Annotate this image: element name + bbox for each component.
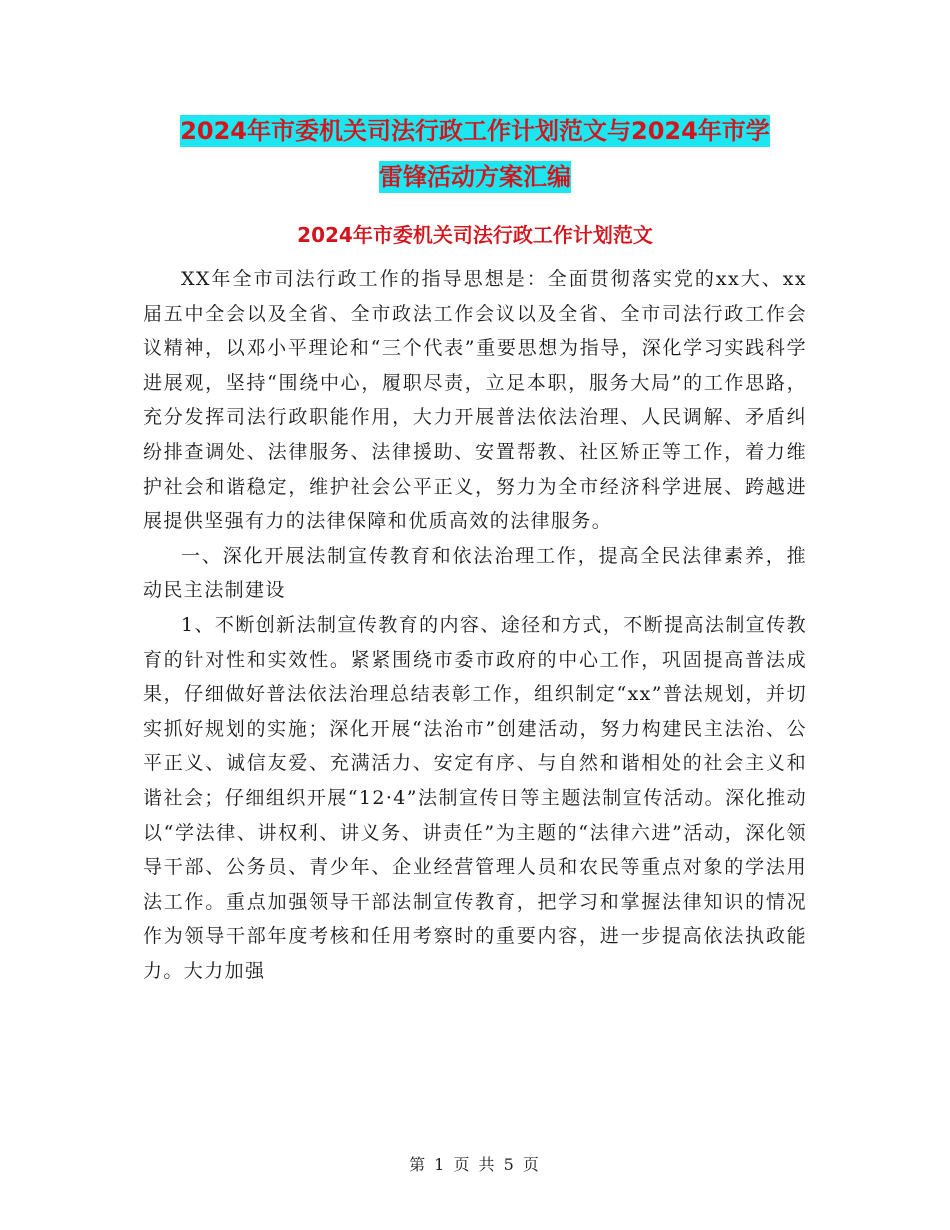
section-subtitle: 2024年市委机关司法行政工作计划范文 [297,223,653,247]
body-text [143,262,807,988]
paragraph: XX年全市司法行政工作的指导思想是：全面贯彻落实党的xx大、xx届五中全会以及全省、全市政法工作会议以及全省、全市司法行政工作会议精神，以邓小平理论和“三个代表”重要思想为指导，深化学习实践科学进展观，坚持“围绕中心，履职尽责，立足本职，服务大局”的工作思路，充分发挥司法行政职能作用，大力开展普法依法治理、人民调解、矛盾纠纷排查调处、法律服务、法律援助、安置帮教、社区矫正等工作，着力维护社会和谐稳定，维护社会公平正义，努力为全市经济科学进展、跨越进展提供坚强有力的法律保障和优质高效的法律服务。 [143,268,807,533]
document-title [140,108,810,200]
paragraph: 一、深化开展法制宣传教育和依法治理工作，提高全民法律素养，推动民主法制建设 [143,544,807,602]
title-line-2: 雷锋活动方案汇编 [379,163,571,191]
paragraph: 1、不断创新法制宣传教育的内容、途径和方式，不断提高法制宣传教育的针对性和实效性。紧紧围绕市委市政府的中心工作，巩固提高普法成果，仔细做好普法依法治理总结表彰工作，组织制定“xx”普法规划，并切实抓好规划的实施；深化开展“法治市”创建活动，努力构建民主法治、公平正义、诚信友爱、充满活力、安定有序、与自然和谐相处的社会主义和谐社会；仔细组织开展“12·4”法制宣传日等主题法制宣传活动。深化推动以“学法律、讲权利、讲义务、讲责任”为主题的“法律六进”活动，深化领导干部、公务员、青少年、企业经营管理人员和农民等重点对象的学法用法工作。重点加强领导干部法制宣传教育，把学习和掌握法律知识的情况作为领导干部年度考核和任用考察时的重要内容，进一步提高依法执政能力。大力加强 [143,613,807,982]
page-number-footer: 第 1 页 共 5 页 [409,1155,541,1174]
title-line-1: 2024年市委机关司法行政工作计划范文与2024年市学 [180,117,770,145]
